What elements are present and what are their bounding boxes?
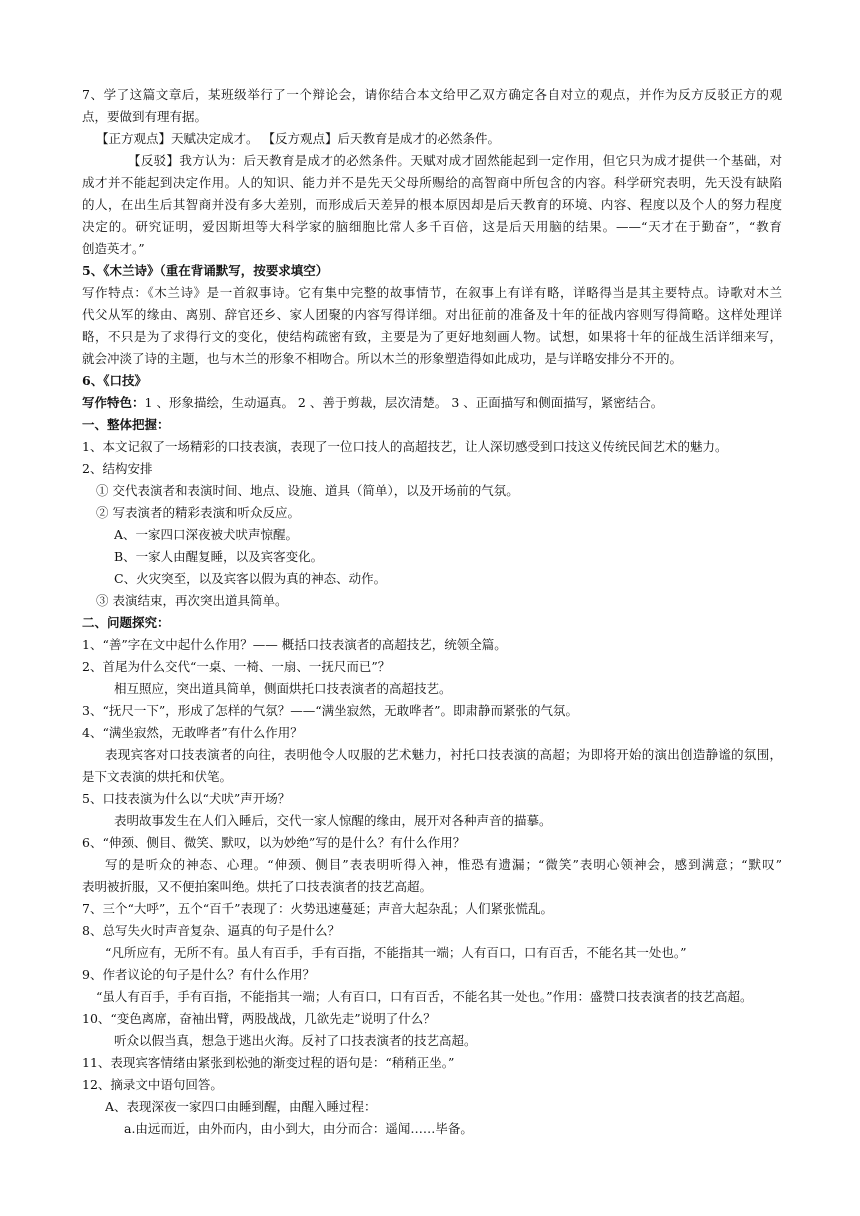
mulan-line-3: 略，不只是为了求得行文的变化，使结构疏密有致，主要是为了更好地刻画人物。试想，如果将十年的征战生活详细来写， [82,329,782,344]
structure-1: ① 交代表演者和表演时间、地点、设施、道具（简单），以及开场前的气氛。 [96,483,519,498]
answer-4-line-2: 是下文表演的烘托和伏笔。 [82,769,233,784]
question-9: 9、作者议论的句子是什么？有什么作用？ [82,967,315,982]
question-4: 4、“满坐寂然，无敢哗者”有什么作用？ [82,725,303,740]
rebuttal-line-1: 【反驳】我方认为：后天教育是成才的必然条件。天赋对成才固然能起到一定作用，但它只为成才提供一个基础，对 [128,153,782,168]
answer-10: 听众以假当真，想急于逃出火海。反衬了口技表演者的技艺高超。 [114,1033,477,1048]
question-12-a: A、表现深夜一家四口由睡到醒，由醒入睡过程： [105,1099,377,1114]
features-label: 写作特色： [82,395,145,410]
answer-9: “虽人有百手，手有百指，不能指其一端；人有百口，口有百舌，不能名其一处也。”作用：盛赞口技表演者的技艺高超。 [96,989,753,1004]
features-text: 1 、形象描绘，生动逼真。 2 、善于剪裁，层次清楚。 3 、正面描写和侧面描写，紧密结合。 [144,395,664,410]
question-2: 2、首尾为什么交代“一桌、一椅、一扇、一抚尺而已”？ [82,659,391,674]
rebuttal-line-5: 创造英才。” [82,241,145,256]
mulan-line-1: 写作特点：《木兰诗》是一首叙事诗。它有集中完整的故事情节，在叙事上有详有略，详略得当是其主要特点。诗歌对木兰 [82,285,782,300]
answer-5: 表明故事发生在人们入睡后，交代一家人惊醒的缘由，展开对各种声音的描摹。 [114,813,552,828]
question-12: 12、摘录文中语句回答。 [82,1077,223,1092]
structure-2-b: B、一家人由醒复睡，以及宾客变化。 [114,549,324,564]
question-12-a-sub: a.由远而近，由外而内，由小到大，由分而合：遥闻……毕备。 [124,1121,473,1136]
part-1-item-2: 2、结构安排 [82,461,153,476]
debate-views: 【正方观点】天赋决定成才。 【反方观点】后天教育是成才的必然条件。 [96,131,500,146]
kouji-heading: 6、《口技》 [82,373,147,388]
part-2-heading: 二、问题探究： [82,615,170,630]
answer-2: 相互照应，突出道具简单，侧面烘托口技表演者的高超技艺。 [114,681,452,696]
mulan-heading: 5、《木兰诗》（重在背诵默写，按要求填空） [82,263,329,278]
structure-2-c: C、火灾突至，以及宾客以假为真的神态、动作。 [114,571,387,586]
kouji-features [82,392,782,414]
structure-2-a: A、一家四口深夜被犬吠声惊醒。 [114,527,299,542]
rebuttal-line-2: 成才并不能起到决定作用。人的知识、能力并不是先天父母所赐给的高智商中所包含的内容。科学研究表明，先天没有缺陷 [82,175,782,190]
rebuttal-line-4: 决定的。研究证明，爱因斯坦等大科学家的脑细胞比常人多千百倍，这是后天用脑的结果。——“天才在于勤奋”，“教育 [82,219,782,234]
answer-4-line-1: 表现宾客对口技表演者的向往，表明他令人叹服的艺术魅力，衬托口技表演的高超；为即将开始的演出创造静谧的氛围， [105,747,782,762]
part-1-item-1: 1、本文记叙了一场精彩的口技表演，表现了一位口技人的高超技艺，让人深切感受到口技这义传统民间艺术的魅力。 [82,439,728,454]
question-10: 10、“变色离席，奋袖出臂，两股战战，几欲先走”说明了什么？ [82,1011,436,1026]
rebuttal-line-3: 的人，在出生后其智商并没有多大差别，而形成后天差异的根本原因却是后天教育的环境、内容、程度以及个人的努力程度 [82,197,782,212]
question-7: 7、三个“大呼”，五个“百千”表现了：火势迅速蔓延；声音大起杂乱；人们紧张慌乱。 [82,901,554,916]
structure-3: ③ 表演结束，再次突出道具简单。 [96,593,288,608]
mulan-line-2: 代父从军的缘由、离别、辞官还乡、家人团聚的内容写得详细。对出征前的准备及十年的征战内容则写得简略。这样处理详 [82,307,782,322]
structure-2: ② 写表演者的精彩表演和听众反应。 [96,505,300,520]
question-8: 8、总写失火时声音复杂、逼真的句子是什么？ [82,923,340,938]
mulan-line-4: 就会冲淡了诗的主题，也与木兰的形象不相吻合。所以木兰的形象塑造得如此成功，是与详略安排分不开的。 [82,351,683,366]
answer-6-line-2: 表明被折服，又不便拍案叫绝。烘托了口技表演者的技艺高超。 [82,879,433,894]
answer-8: “凡所应有，无所不有。虽人有百手，手有百指，不能指其一端；人有百口，口有百舌，不能名其一处也。” [105,945,687,960]
answer-6-line-1: 写的是听众的神态、心理。“伸颈、侧目”表表明听得入神，惟恐有遗漏；“微笑”表明心领神会，感到满意；“默叹” [105,857,782,872]
question-7-line-2: 点，要做到有理有据。 [82,109,208,124]
question-7-line-1: 7、学了这篇文章后，某班级举行了一个辩论会，请你结合本文给甲乙双方确定各自对立的观点，并作为反方反驳正方的观 [82,87,782,102]
part-1-heading: 一、整体把握： [82,417,170,432]
question-11: 11、表现宾客情绪由紧张到松弛的渐变过程的语句是：“稍稍正坐。” [82,1055,455,1070]
question-3: 3、“抚尺一下”，形成了怎样的气氛？——“满坐寂然，无敢哗者”。即肃静而紧张的气氛。 [82,703,579,718]
question-1: 1、“善”字在文中起什么作用？—— 概括口技表演者的高超技艺，统领全篇。 [82,637,507,652]
question-5: 5、口技表演为什么以“犬吠”声开场？ [82,791,291,806]
question-6: 6、“伸颈、侧目、微笑、默叹，以为妙绝”写的是什么？有什么作用？ [82,835,466,850]
